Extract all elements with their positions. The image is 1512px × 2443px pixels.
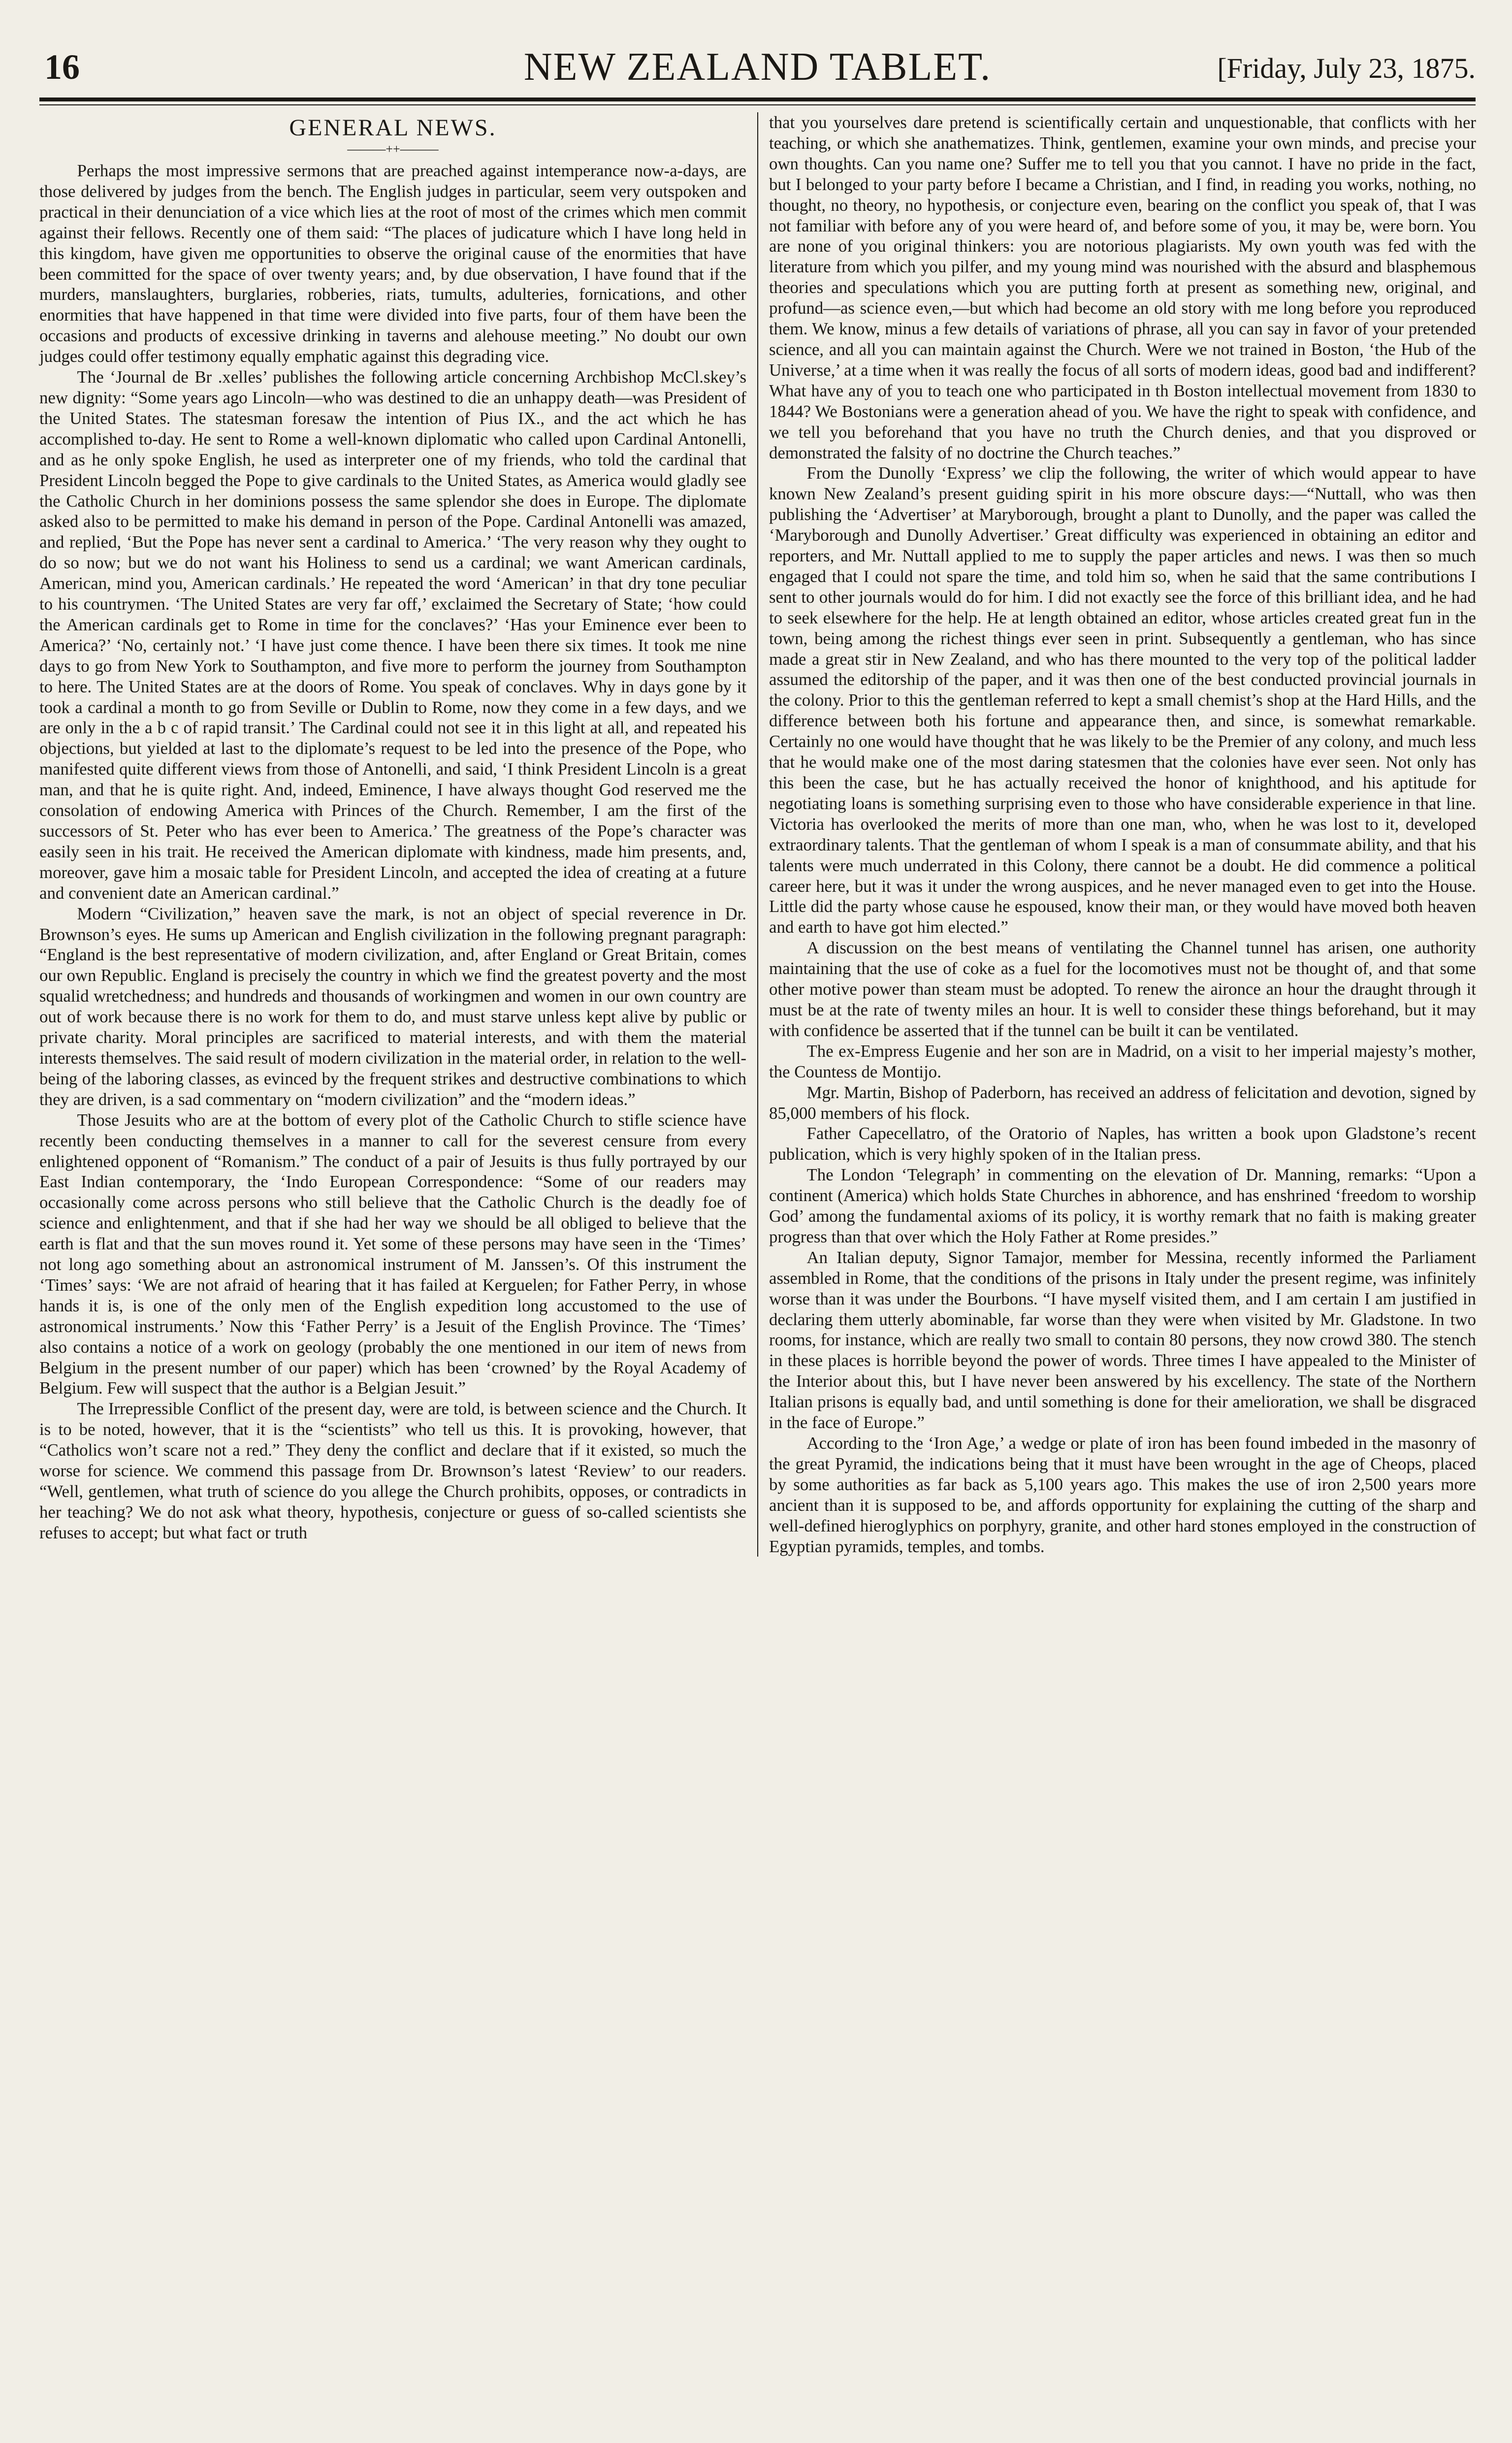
columns <box>39 112 1476 1557</box>
article-paragraph: The London ‘Telegraph’ in commenting on the elevation of Dr. Manning, remarks: “Upon a continent (America) which holds State Churches in abhorence, and has enshrined ‘freedom to worship God’ among the fundamental axioms of its policy, it is worthy remark that no faith is making greater progress than that over which the Holy Father at Rome presides.” <box>769 1165 1476 1246</box>
article-paragraph: According to the ‘Iron Age,’ a wedge or plate of iron has been found imbeded in the masonry of the great Pyramid, the indications being that it must have been wrought in the age of Cheops, placed by some authorities as far back as 5,100 years ago. This makes the use of iron 2,500 years more ancient than it is supposed to be, and affords opportunity for explaining the cutting of the sharp and well-defined hieroglyphics on porphyry, granite, and other hard stones employed in the construction of Egyptian pyramids, temples, and tombs. <box>769 1433 1476 1556</box>
article-paragraph: A discussion on the best means of ventilating the Channel tunnel has arisen, one authority maintaining that the use of coke as a fuel for the locomotives must not be thought of, and that some other motive power than steam must be adopted. To renew the aironce an hour the draught through it must be at the rate of twenty miles an hour. It is well to consider these things beforehand, but it may with confidence be asserted that if the tunnel can be built it can be ventilated. <box>769 938 1476 1040</box>
right-column <box>769 112 1476 1557</box>
article-paragraph: The ‘Journal de Br .xelles’ publishes the following article concerning Archbishop McCl.skey’s new dignity: “Some years ago Lincoln—who was destined to die an unhappy death—was President of the United States. The statesman foresaw the intention of Pius IX., and the act which he has accomplished to-day. He sent to Rome a well-known diplomatic who called upon Cardinal Antonelli, and as he only spoke English, he used as interpreter one of my friends, who told the cardinal that President Lincoln begged the Pope to give cardinals to the United States, as America would gladly see the Catholic Church in her dominions possess the same splendor she does in Europe. The diplomate asked also to be permitted to make his demand in person of the Pope. Cardinal Antonelli was amazed, and replied, ‘But the Pope has never sent a cardinal to America.’ ‘The very reason why they ought to do so now; but we do not want his Holiness to send us a cardinal; we want American cardinals, American, mind you, American cardinals.’ He repeated the word ‘American’ in that dry tone peculiar to his countrymen. ‘The United States are very far off,’ exclaimed the Secretary of State; ‘how could the American cardinals get to Rome in time for the conclaves?’ ‘Has your Eminence ever been to America?’ ‘No, certainly not.’ ‘I have just come thence. I have been there six times. It took me nine days to go from New York to Southampton, and five more to perform the journey from Southampton to here. The United States are at the doors of Rome. You speak of conclaves. Why in days gone by it took a cardinal a month to go from Seville or Dublin to Rome, now they come in a few days, and we are only in the a b c of rapid transit.’ The Cardinal could not see it in this light at all, and repeated his objections, but yielded at last to the diplomate’s request to be led into the presence of the Pope, who manifested quite different views from those of Antonelli, and said, ‘I think President Lincoln is a great man, and that he is quite right. And, indeed, Eminence, I have always thought God reserved me the consolation of endowing America with Princes of the Church. Remember, I am the first of the successors of St. Peter who has ever been to America.’ The greatness of the Pope’s character was easily seen in his trait. He received the American diplomate with kindness, made him presents, and, moreover, gave him a mosaic table for President Lincoln, and accepted the idea of creating at a future and convenient date an American cardinal.” <box>39 367 746 903</box>
article-paragraph: From the Dunolly ‘Express’ we clip the following, the writer of which would appear to have known New Zealand’s present guiding spirit in his more obscure days:—“Nuttall, who was then publishing the ‘Advertiser’ at Maryborough, brought a plant to Dunolly, and the paper was called the ‘Maryborough and Dunolly Advertiser.’ Great difficulty was experienced in obtaining an editor and reporters, and Mr. Nuttall applied to me to supply the paper articles and news. I was then so much engaged that I could not spare the time, and told him so, when he said that the same contributions I sent to other journals would do for him. I did not exactly see the force of this brilliant idea, and he had to seek elsewhere for the help. He at length obtained an editor, whose articles created great fun in the town, being among the richest things ever seen in print. Subsequently a gentleman, who has since made a great stir in New Zealand, and who has there mounted to the very top of the political ladder assumed the editorship of the paper, and it was then one of the best conducted provincial journals in the colony. Prior to this the gentleman referred to kept a small chemist’s shop at the Hard Hills, and the difference between both his fortune and appearance then, and since, is somewhat remarkable. Certainly no one would have thought that he was likely to be the Premier of any colony, and much less that he would make one of the most daring statesmen that the colonies have ever seen. Not only has this been the case, but he has actually received the honor of knighthood, and his aptitude for negotiating loans is something surprising even to those who have considerable experience in that line. Victoria has overlooked the merits of more than one man, who, when he was lost to it, developed extraordinary talents. That the gentleman of whom I speak is a man of consummate ability, and that his talents were much underrated in this Colony, there cannot be a doubt. He did commence a political career here, but it was it under the wrong auspices, and he never managed even to get into the House. Little did the party whose cause he espoused, know their man, or they would have moved both heaven and earth to have got him elected.” <box>769 463 1476 937</box>
article-paragraph: Mgr. Martin, Bishop of Paderborn, has received an address of felicitation and devotion, signed by 85,000 members of his flock. <box>769 1082 1476 1123</box>
article-paragraph-continued: that you yourselves dare pretend is scientifically certain and unquestionable, that conflicts with her teaching, or which she anathematizes. Think, gentlemen, examine your own minds, and precise your own thoughts. Can you name one? Suffer me to tell you that you cannot. I have no pride in the fact, but I belonged to your party before I became a Christian, and I find, in reading you works, nothing, no thought, no theory, no hypothesis, or conjecture even, bearing on the conflict you speak of, that I was not familiar with before any of you were heard of, and before some of you, it may be, were born. You are none of you original thinkers: you are notorious plagiarists. My own youth was fed with the literature from which you pilfer, and my young mind was nourished with the absurd and blasphemous theories and speculations which you are putting forth at present as something new, original, and profund—as science even,—but which had become an old story with me long before you reproduced them. We know, minus a few details of variations of phrase, all you can say in favor of your pretended science, and all you can maintain against the Church. Were we not trained in Boston, ‘the Hub of the Universe,’ at a time when it was really the focus of all sorts of modern ideas, good bad and indifferent? What have any of you to teach one who participated in th Boston intellectual movement from 1830 to 1844? We Bostonians were a generation ahead of you. We have the right to speak with confidence, and we tell you beforehand that you have no truth the Church denies, and that you disproved or demonstrated the falsity of no doctrine the Church teaches.” <box>769 113 1476 462</box>
section-title: GENERAL NEWS. <box>289 115 497 141</box>
masthead-rule-thin <box>39 104 1476 105</box>
article-paragraph: Perhaps the most impressive sermons that are preached against intemperance now-a-days, are those delivered by judges from the bench. The English judges in particular, seem very outspoken and practical in their denunciation of a vice which lies at the root of most of the crimes which men commit against their fellows. Recently one of them said: “The places of judicature which I have long held in this kingdom, have given me opportunities to observe the original cause of the enormities that have been committed for the space of over twenty years; and, by due observation, I have found that if the murders, manslaughters, burglaries, robberies, riats, tumults, adulteries, fornications, and other enormities that have happened in that time were divided into five parts, four of them have been the occasions and products of excessive drinking in taverns and alehouse meeting.” No doubt our own judges could offer testimony equally emphatic against this degrading vice. <box>39 161 746 366</box>
issue-date: [Friday, July 23, 1875. <box>1217 52 1476 84</box>
page-number: 16 <box>44 47 80 87</box>
left-column <box>39 112 746 1557</box>
newspaper-title: NEW ZEALAND TABLET. <box>523 45 992 89</box>
article-paragraph: The ex-Empress Eugenie and her son are in Madrid, on a visit to her imperial majesty’s mother, the Countess de Montijo. <box>769 1041 1476 1081</box>
article-paragraph: An Italian deputy, Signor Tamajor, member for Messina, recently informed the Parliament assembled in Rome, that the conditions of the prisons in Italy under the present regime, was infinitely worse than it was under the Bourbons. “I have myself visited them, and I am certain I am justified in declaring them utterly abominable, far worse than they were when visited by Mr. Gladstone. In two rooms, for instance, which are really two small to contain 80 persons, they now crowd 380. The stench in these places is horrible beyond the power of words. Three times I have appealed to the Minister of the Interior about this, but I have never been answered by his excellency. The state of the Northern Italian prisons is equally bad, and until something is done for their amelioration, we shall be disgraced in the face of Europe.” <box>769 1247 1476 1433</box>
column-divider <box>757 112 758 1557</box>
masthead-rule <box>39 98 1476 101</box>
section-ornament: ———++——— <box>347 142 439 156</box>
article-paragraph: Those Jesuits who are at the bottom of every plot of the Catholic Church to stifle science have recently been conducting themselves in a manner to call for the severest censure from every enlightened opponent of “Romanism.” The conduct of a pair of Jesuits is thus fully portrayed by our East Indian contemporary, the ‘Indo European Correspondence: “Some of our readers may occasionally come across persons who still believe that the Catholic Church is the deadly foe of science and enlightenment, and that if she had her way we should be all obliged to believe that the earth is flat and that the sun moves round it. Yet some of these persons may have seen in the ‘Times’ not long ago something about an astronomical instrument of M. Janssen’s. Of this instrument the ‘Times’ says: ‘We are not afraid of hearing that it has failed at Kerguelen; for Father Perry, in whose hands it is, is one of the only men of the English expedition long accustomed to the use of astronomical instruments.’ Now this ‘Father Perry’ is a Jesuit of the English Province. The ‘Times’ also contains a notice of a work on geology (probably the one mentioned in our item of news from Belgium in the present number of our paper) which has been ‘crowned’ by the Royal Academy of Belgium. Few will suspect that the author is a Belgian Jesuit.” <box>39 1110 746 1398</box>
masthead <box>39 47 1476 87</box>
article-paragraph: Father Capecellatro, of the Oratorio of Naples, has written a book upon Gladstone’s recent publication, which is very highly spoken of in the Italian press. <box>769 1124 1476 1164</box>
article-paragraph: Modern “Civilization,” heaven save the mark, is not an object of special reverence in Dr. Brownson’s eyes. He sums up American and English civilization in the following pregnant paragraph: “England is the best representative of modern civilization, and, after England or Great Britain, comes our own Republic. England is precisely the country in which we find the greatest poverty and the most squalid wretchedness; and hundreds and thousands of workingmen and women in our own country are out of work because there is no work for them to do, and must starve unless kept alive by public or private charity. Moral principles are sacrificed to material interests, and with them the material interests themselves. The said result of modern civilization in the material order, in relation to the well-being of the laboring classes, as evinced by the frequent strikes and destructive combinations to which they are driven, is a sad commentary on “modern civilization” and the “modern ideas.” <box>39 904 746 1109</box>
article-paragraph: The Irrepressible Conflict of the present day, were are told, is between science and the Church. It is to be noted, however, that it is the “scientists” who tell us this. It is provoking, however, that “Catholics won’t scare not a red.” They deny the conflict and declare that if it existed, so much the worse for science. We commend this passage from Dr. Brownson’s latest ‘Review’ to our readers. “Well, gentlemen, what truth of science do you allege the Church prohibits, opposes, or contradicts in her teaching? We do not ask what theory, hypothesis, conjecture or guess of so-called scientists she refuses to accept; but what fact or truth <box>39 1399 746 1542</box>
